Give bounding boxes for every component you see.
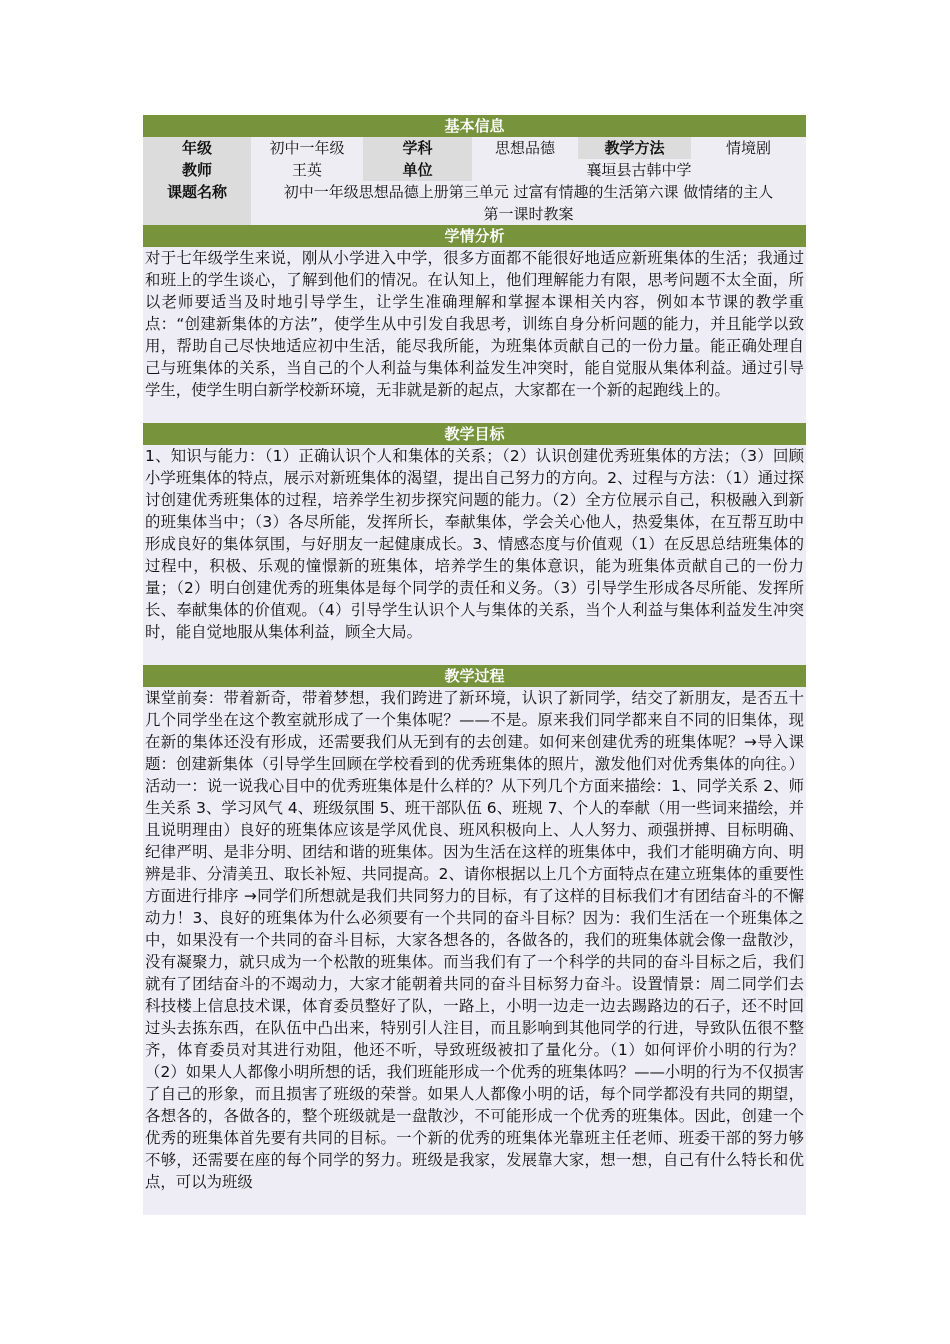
teacher-label: 教师 <box>143 159 251 181</box>
section-header-process: 教学过程 <box>143 665 806 687</box>
analysis-paragraph: 对于七年级学生来说，刚从小学进入中学，很多方面都不能很好地适应新班集体的生活；我通过和班上的学生谈心，了解到他们的情况。在认知上，他们理解能力有限，思考问题不太全面，所以老师要适当及时地引导学生，让学生准确理解和掌握本课相关内容，例如本节课的教学重点：“创建新集体的方法”，使学生从中引发自我思考，训练自身分析问题的能力，并且能学以致用，帮助自己尽快地适应初中生活，能尽我所能，为班集体贡献自己的一份力量。能正确处理自己与班集体的关系，当自己的个人利益与集体利益发生冲突时，能自觉服从集体利益。通过引导学生，使学生明白新学校新环境，无非就是新的起点，大家都在一个新的起跑线上的。 <box>143 247 806 423</box>
grade-label: 年级 <box>143 137 251 159</box>
method-label: 教学方法 <box>578 137 691 159</box>
section-header-basic-info: 基本信息 <box>143 115 806 137</box>
process-paragraph: 课堂前奏：带着新奇，带着梦想，我们跨进了新环境，认识了新同学，结交了新朋友，是否五十几个同学坐在这个教室就形成了一个集体呢？——不是。原来我们同学都来自不同的旧集体，现在新的集体还没有形成，还需要我们从无到有的去创建。如何来创建优秀的班集体呢？→导入课题：创建新集体（引导学生回顾在学校看到的优秀班集体的照片，激发他们对优秀集体的向往。）活动一：说一说我心目中的优秀班集体是什么样的？从下列几个方面来描绘：1、同学关系 2、师生关系 3、学习风气 4、班级氛围 5、班干部队伍 6、班规 7、个人的奉献（用一些词来描绘，并且说明理由）良好的班集体应该是学风优良、班风积极向上、人人努力、顽强拼搏、目标明确、纪律严明、是非分明、团结和谐的班集体。因为生活在这样的班集体中，我们才能明确方向、明辨是非、分清美丑、取长补短、共同提高。2、请你根据以上几个方面特点在建立班集体的重要性方面进行排序 →同学们所想就是我们共同努力的目标，有了这样的目标我们才有团结奋斗的不懈动力！3、良好的班集体为什么必须要有一个共同的奋斗目标？因为：我们生活在一个班集体之中，如果没有一个共同的奋斗目标，大家各想各的，各做各的，我们的班集体就会像一盘散沙，没有凝聚力，就只成为一个松散的班集体。而当我们有了一个科学的共同的奋斗目标之后，我们就有了团结奋斗的不竭动力，大家才能朝着共同的奋斗目标努力奋斗。设置情景：周二同学们去科技楼上信息技术课，体育委员整好了队，一路上，小明一边走一边去踢路边的石子，还不时回过头去拣东西，在队伍中凸出来，特别引人注目，而且影响到其他同学的行进，导致队伍很不整齐，体育委员对其进行劝阻，他还不听，导致班级被扣了量化分。（1）如何评价小明的行为？（2）如果人人都像小明所想的话，我们班能形成一个优秀的班集体吗？——小明的行为不仅损害了自己的形象，而且损害了班级的荣誉。如果人人都像小明的话，每个同学都没有共同的期望，各想各的，各做各的，整个班级就是一盘散沙，不可能形成一个优秀的班集体。因此，创建一个优秀的班集体首先要有共同的目标。一个新的优秀的班集体光靠班主任老师、班委干部的努力够不够，还需要在座的每个同学的努力。班级是我家，发展靠大家，想一想，自己有什么特长和优点，可以为班级 <box>143 687 806 1215</box>
section-header-analysis: 学情分析 <box>143 225 806 247</box>
method-value: 情境剧 <box>691 137 806 159</box>
unit-label: 单位 <box>363 159 472 181</box>
topic-line-2: 第一课时教案 <box>483 205 574 223</box>
grade-value: 初中一年级 <box>251 137 363 159</box>
info-row-2 <box>143 159 806 181</box>
topic-label: 课题名称 <box>143 181 251 225</box>
info-row-3 <box>143 181 806 225</box>
goals-paragraph: 1、知识与能力：（1）正确认识个人和集体的关系；（2）认识创建优秀班集体的方法；（3）回顾小学班集体的特点，展示对新班集体的渴望，提出自己努力的方向。2、过程与方法：（1）通过探讨创建优秀班集体的过程，培养学生初步探究问题的能力。（2）全方位展示自己，积极融入到新的班集体当中；（3）各尽所能，发挥所长，奉献集体，学会关心他人，热爱集体，在互帮互助中形成良好的集体氛围，与好朋友一起健康成长。3、情感态度与价值观（1）在反思总结班集体的过程中，积极、乐观的憧憬新的班集体，培养学生的集体意识，能为班集体贡献自己的一份力量；（2）明白创建优秀的班集体是每个同学的责任和义务。（3）引导学生形成各尽所能、发挥所长、奉献集体的价值观。（4）引导学生认识个人与集体的关系，当个人利益与集体利益发生冲突时，能自觉地服从集体利益，顾全大局。 <box>143 445 806 665</box>
topic-value <box>251 181 806 225</box>
lesson-plan-document <box>143 115 806 1215</box>
subject-label: 学科 <box>363 137 472 159</box>
subject-value: 思想品德 <box>472 137 578 159</box>
info-row-1 <box>143 137 806 159</box>
unit-value: 襄垣县古韩中学 <box>472 159 806 181</box>
topic-line-1: 初中一年级思想品德上册第三单元 过富有情趣的生活第六课 做情绪的主人 <box>283 183 774 201</box>
section-header-goals: 教学目标 <box>143 423 806 445</box>
teacher-value: 王英 <box>251 159 363 181</box>
basic-info-table <box>143 137 806 225</box>
